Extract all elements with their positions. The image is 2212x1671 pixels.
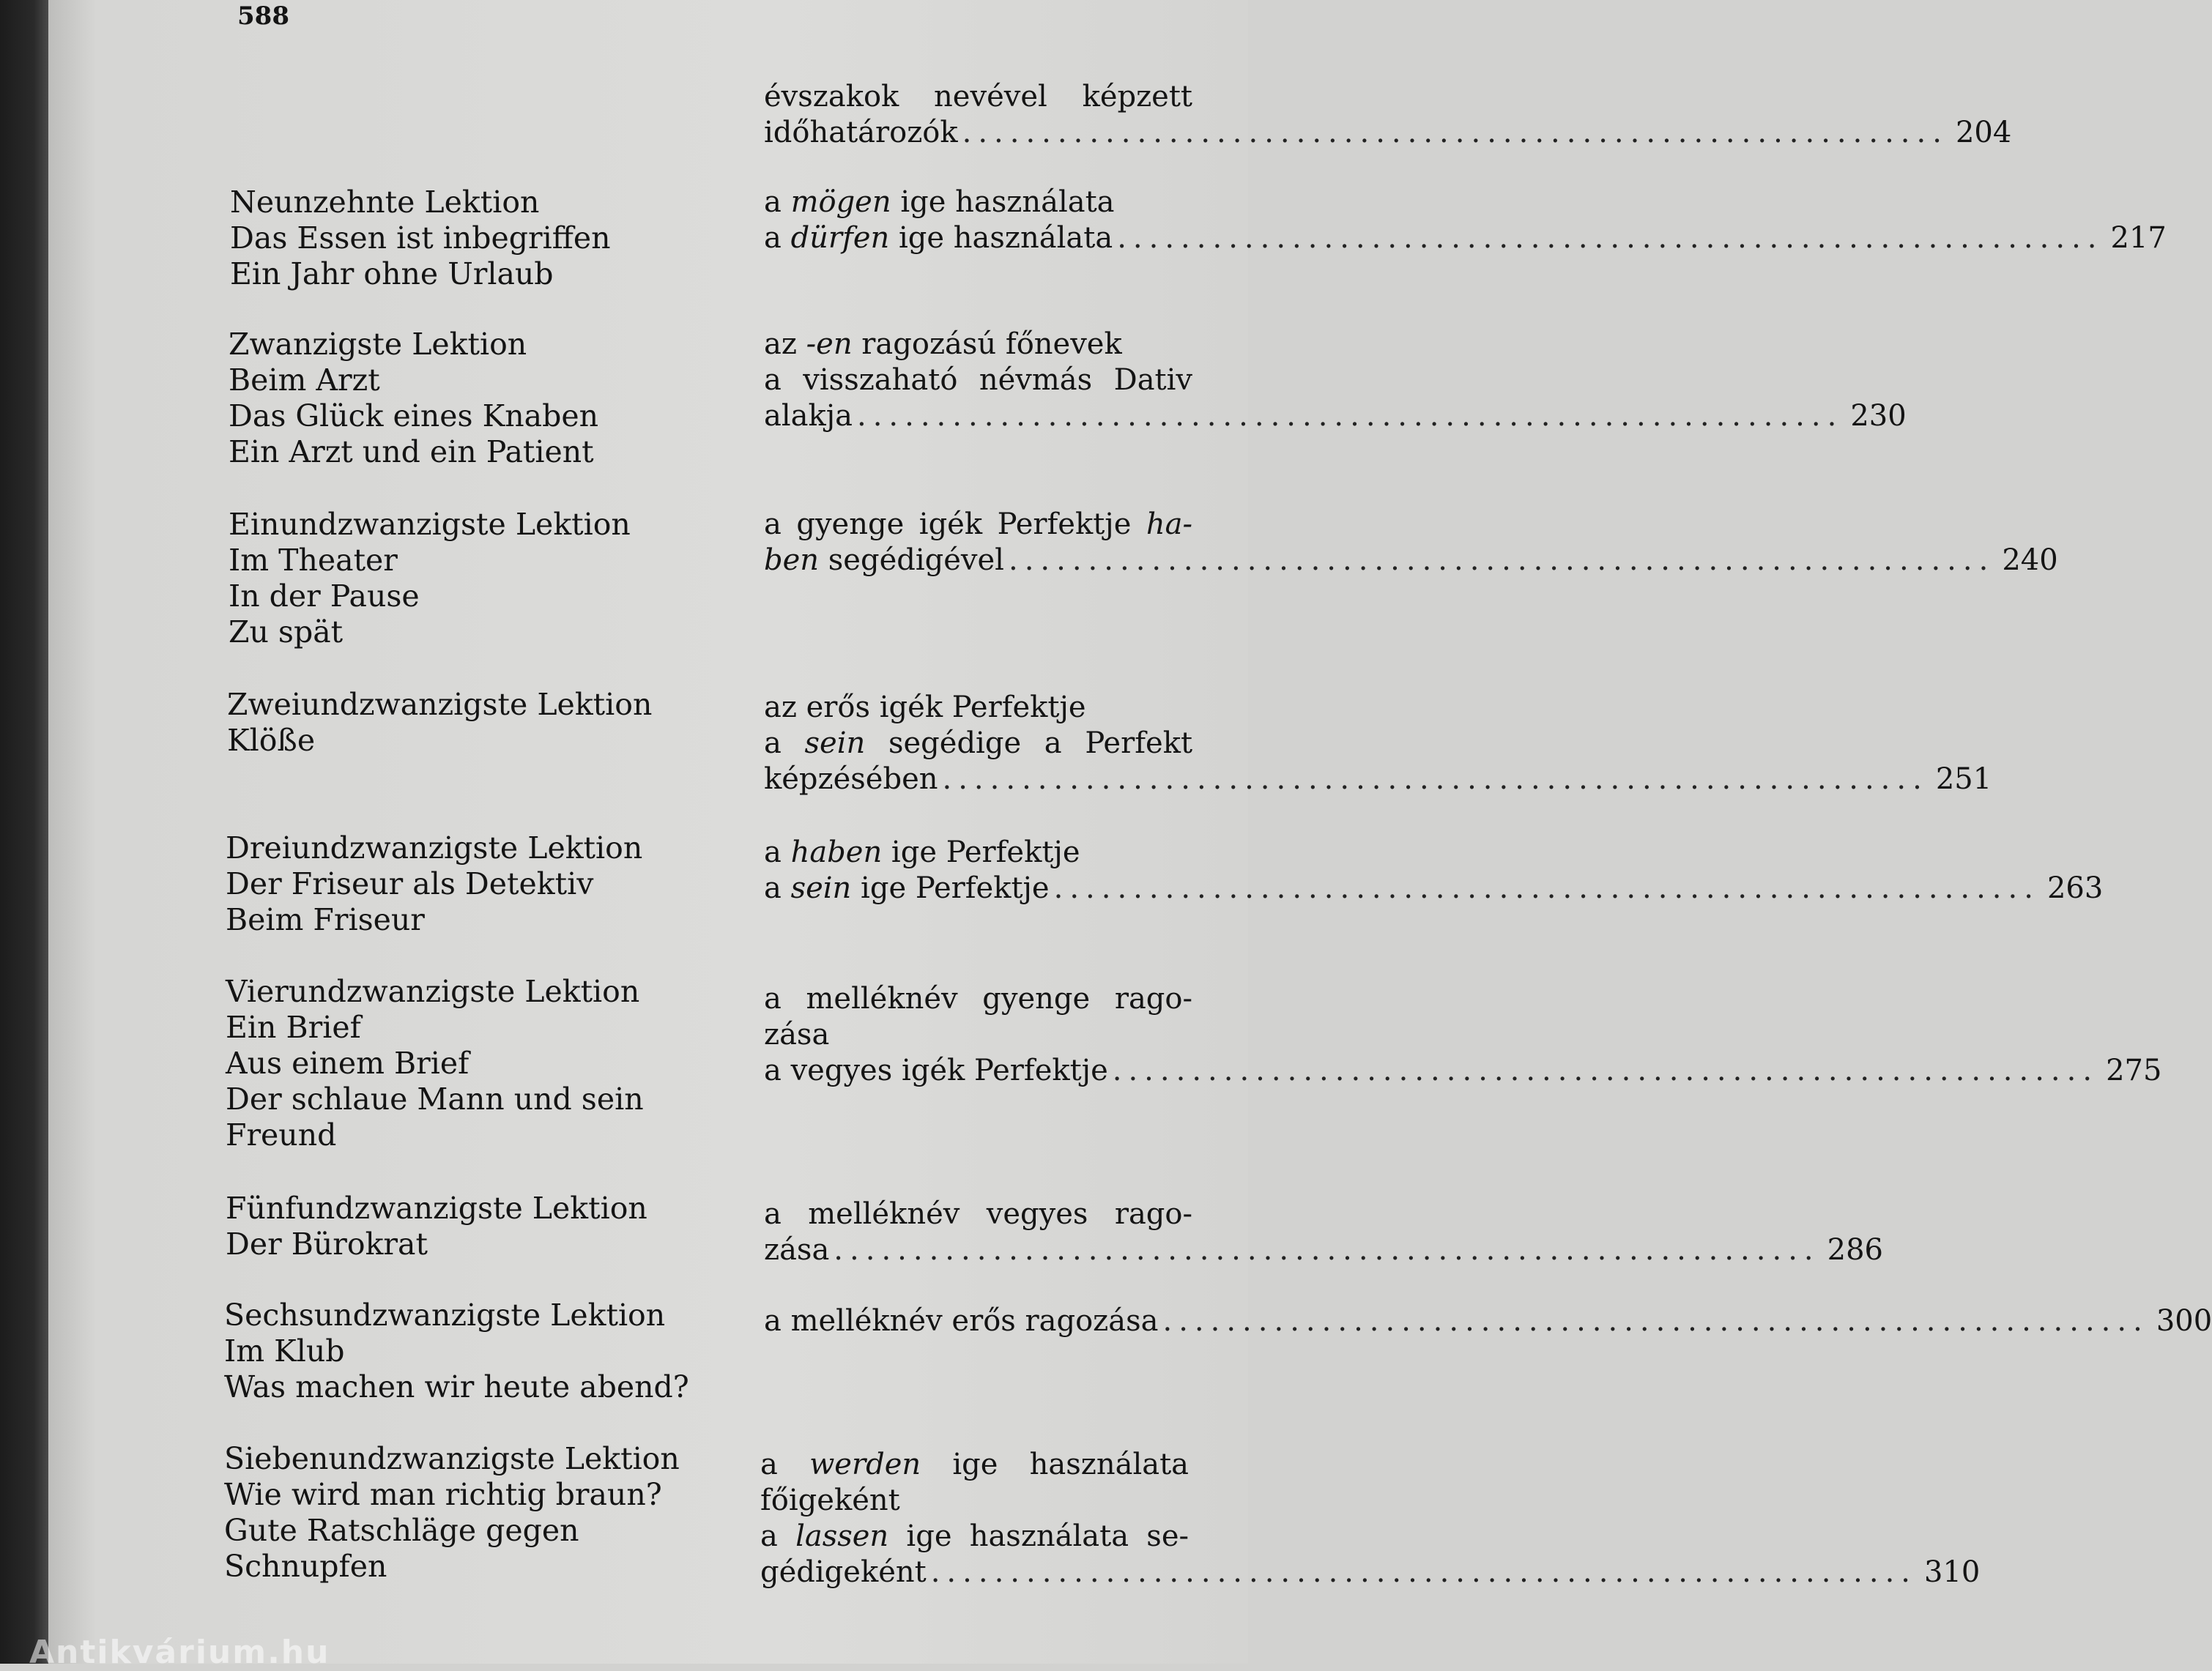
- toc-page-ref: 230: [1850, 399, 1907, 433]
- toc-entry-intro-description: [764, 79, 2012, 151]
- lesson-text-title: Beim Arzt: [229, 362, 380, 398]
- toc-page-ref: 263: [2046, 871, 2104, 905]
- toc-entry-lesson-21-grammar: [764, 507, 2058, 578]
- watermark: Antikvárium.hu: [29, 1634, 330, 1671]
- toc-entry-lesson-24-titles: [226, 974, 694, 1153]
- toc-page-ref: 217: [2110, 221, 2167, 255]
- toc-entry-lesson-20-titles: [229, 327, 697, 470]
- toc-entry-lesson-23-titles: [226, 830, 694, 938]
- toc-entry-lesson-25-grammar: [764, 1197, 1883, 1268]
- toc-entry-lesson-27-grammar: [760, 1447, 1981, 1590]
- toc-line: évszakok nevével képzett: [764, 80, 1192, 113]
- toc-line: az -en ragozású főnevek: [764, 327, 1122, 361]
- toc-line: a melléknév vegyes rago-: [764, 1197, 1192, 1231]
- lesson-heading: Vierundzwanzigste Lektion: [226, 974, 640, 1009]
- toc-line-with-page: gédigeként .............................................................. 310: [760, 1555, 1981, 1589]
- toc-entry-lesson-22-titles: [227, 687, 696, 759]
- lesson-text-title: Im Theater: [229, 543, 398, 578]
- toc-line-with-page: a vegyes igék Perfektje .............................................................. 275: [764, 1054, 2162, 1087]
- toc-line-with-page: zása .............................................................. 286: [764, 1233, 1883, 1267]
- toc-line: a visszaható névmás Dativ: [764, 363, 1192, 397]
- toc-page-ref: 310: [1924, 1555, 1981, 1589]
- toc-line: az erős igék Perfektje: [764, 691, 1086, 724]
- lesson-text-title: Das Essen ist inbegriffen: [230, 220, 611, 256]
- toc-page-ref: 240: [2002, 543, 2058, 577]
- toc-entry-lesson-23-grammar: [764, 835, 2104, 907]
- lesson-text-title: Beim Friseur: [226, 902, 425, 937]
- lesson-heading: Dreiundzwanzigste Lektion: [226, 830, 643, 866]
- lesson-text-title: Der Friseur als Detektiv: [226, 866, 594, 901]
- lesson-text-title: Wie wird man richtig braun?: [224, 1477, 662, 1512]
- lesson-heading: Neunzehnte Lektion: [230, 185, 540, 220]
- toc-line-with-page: időhatározók .............................................................. 204: [764, 116, 2012, 149]
- lesson-text-title: Der schlaue Mann und sein: [226, 1082, 644, 1117]
- lesson-heading: Einundzwanzigste Lektion: [229, 507, 631, 542]
- toc-entry-lesson-26-grammar: [764, 1303, 2212, 1339]
- toc-line-with-page: képzésében .............................................................. 251: [764, 762, 1992, 796]
- toc-line: a mögen ige használata: [764, 185, 1115, 219]
- toc-line: a melléknév gyenge rago-: [764, 982, 1192, 1016]
- lesson-text-title: Im Klub: [224, 1333, 345, 1369]
- lesson-text-title: Gute Ratschläge gegen: [224, 1513, 579, 1548]
- toc-page-ref: 286: [1827, 1233, 1883, 1267]
- toc-line: a sein segédige a Perfekt: [764, 726, 1193, 760]
- toc-entry-lesson-24-grammar: [764, 981, 2162, 1089]
- lesson-heading: Zwanzigste Lektion: [229, 327, 527, 362]
- toc-page-ref: 300: [2156, 1304, 2212, 1338]
- toc-page-ref: 251: [1935, 762, 1992, 796]
- lesson-text-title: Freund: [226, 1117, 337, 1153]
- lesson-text-title: Ein Arzt und ein Patient: [229, 434, 594, 469]
- lesson-text-title: Ein Jahr ohne Urlaub: [230, 256, 554, 291]
- toc-line: főigeként: [760, 1484, 900, 1517]
- lesson-heading: Zweiundzwanzigste Lektion: [227, 687, 653, 722]
- lesson-heading: Fünfundzwanzigste Lektion: [226, 1191, 647, 1226]
- book-page: [48, 0, 2212, 1664]
- toc-line: zása: [764, 1018, 830, 1052]
- book-spine-shadow: [0, 0, 48, 1664]
- toc-page-ref: 204: [1955, 116, 2012, 149]
- toc-line-with-page: alakja .............................................................. 230: [764, 399, 1907, 433]
- lesson-text-title: Klöße: [227, 723, 316, 758]
- lesson-text-title: Ein Brief: [226, 1010, 361, 1045]
- lesson-text-title: Zu spät: [229, 614, 344, 650]
- lesson-text-title: In der Pause: [229, 578, 420, 614]
- page-number: 588: [237, 1, 289, 31]
- lesson-heading: Sechsundzwanzigste Lektion: [224, 1298, 666, 1333]
- toc-line-with-page: ben segédigével .............................................................. 240: [764, 543, 2058, 577]
- toc-line: a lassen ige használata se-: [760, 1519, 1189, 1553]
- lesson-text-title: Das Glück eines Knaben: [229, 398, 599, 433]
- toc-line-with-page: a melléknév erős ragozása .............................................................. 300: [764, 1304, 2212, 1338]
- toc-entry-lesson-26-titles: [224, 1298, 693, 1405]
- toc-entry-lesson-25-titles: [226, 1191, 694, 1262]
- toc-line: a haben ige Perfektje: [764, 836, 1080, 869]
- toc-entry-lesson-22-grammar: [764, 690, 1992, 797]
- toc-line: a gyenge igék Perfektje ha-: [764, 507, 1192, 541]
- toc-entry-lesson-21-titles: [229, 507, 697, 650]
- toc-entry-lesson-20-grammar: [764, 327, 1907, 434]
- lesson-text-title: Schnupfen: [224, 1549, 387, 1584]
- toc-line-with-page: a dürfen ige használata .............................................................. 217: [764, 221, 2167, 255]
- lesson-heading: Siebenundzwanzigste Lektion: [224, 1441, 680, 1476]
- toc-entry-lesson-19-titles: [230, 185, 699, 292]
- lesson-text-title: Was machen wir heute abend?: [224, 1369, 689, 1404]
- lesson-text-title: Aus einem Brief: [226, 1046, 470, 1081]
- lesson-text-title: Der Bürokrat: [226, 1227, 428, 1262]
- toc-entry-lesson-27-titles: [224, 1441, 693, 1585]
- toc-line: a werden ige használata: [760, 1448, 1189, 1481]
- toc-entry-lesson-19-grammar: [764, 185, 2167, 256]
- toc-page-ref: 275: [2106, 1054, 2162, 1087]
- toc-line-with-page: a sein ige Perfektje .............................................................. 263: [764, 871, 2104, 905]
